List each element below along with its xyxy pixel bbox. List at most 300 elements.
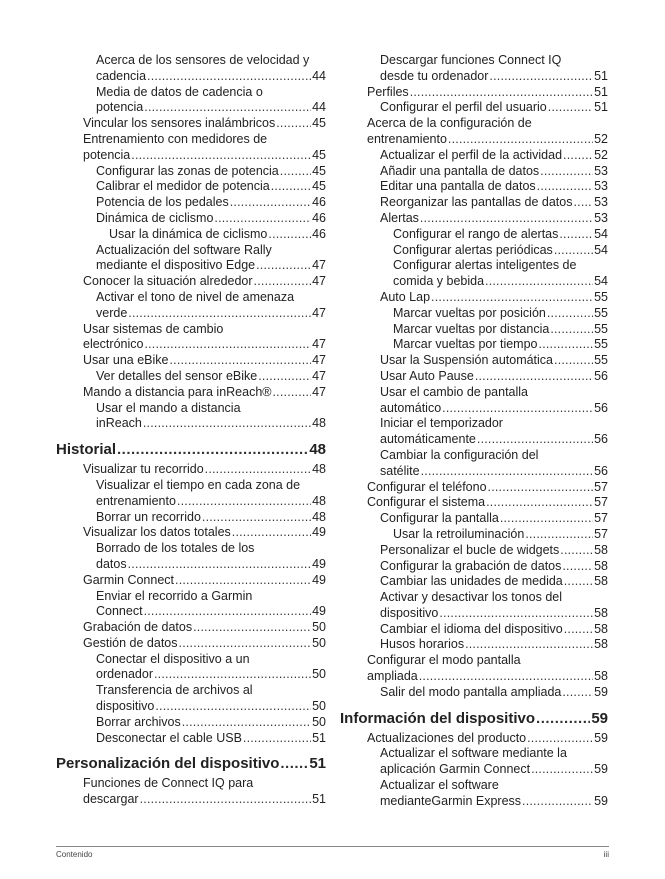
- toc-entry-text: Añadir una pantalla de datos: [380, 163, 540, 178]
- toc-entry-text: Actualizar el software: [380, 778, 499, 793]
- toc-page-number: 50: [312, 635, 326, 650]
- toc-page-number: 58: [594, 558, 608, 573]
- toc-entry-text: Reorganizar las pantallas de datos: [380, 195, 573, 210]
- dot-leader: [486, 495, 593, 511]
- toc-entry-text: Cambiar la configuración del: [380, 447, 539, 462]
- toc-entry-text: Desconectar el cable USB: [96, 730, 242, 745]
- toc-entry-text: Marcar vueltas por tiempo: [393, 337, 538, 352]
- dot-leader: [442, 401, 593, 417]
- toc-entry-text: mediante el dispositivo Edge: [96, 258, 256, 273]
- toc-entry[interactable]: [56, 322, 326, 354]
- toc-entry-text: Personalización del dispositivo: [56, 755, 280, 773]
- toc-entry[interactable]: [56, 274, 326, 290]
- toc-entry-text: Configurar el modo pantalla: [367, 653, 521, 668]
- toc-entry[interactable]: [340, 495, 608, 511]
- toc-page-number: 50: [312, 699, 326, 714]
- toc-entry[interactable]: [340, 480, 608, 496]
- toc-entry-text: Borrar un recorrido: [96, 509, 201, 524]
- toc-entry-text: Salir del modo pantalla ampliada: [380, 684, 562, 699]
- toc-page-number: 44: [312, 68, 326, 83]
- dot-leader: [531, 762, 593, 778]
- toc-entry-text: Acerca de la configuración de: [367, 116, 532, 131]
- toc-page-number: 54: [594, 226, 608, 241]
- dot-leader: [155, 699, 311, 715]
- toc-entry[interactable]: [56, 776, 326, 808]
- dot-leader: [485, 274, 593, 290]
- toc-entry[interactable]: [56, 636, 326, 652]
- dot-leader: [131, 148, 311, 164]
- toc-page-number: 48: [312, 462, 326, 477]
- dot-leader: [268, 227, 311, 243]
- toc-entry-text: cadencia: [96, 68, 147, 83]
- toc-entry[interactable]: [56, 132, 326, 164]
- toc-entry-text: Auto Lap: [380, 289, 431, 304]
- toc-entry-text: Usar sistemas de cambio: [83, 321, 224, 336]
- toc-entry[interactable]: [340, 385, 608, 417]
- toc-page-number: 51: [312, 730, 326, 745]
- toc-entry[interactable]: [340, 622, 608, 638]
- toc-entry-text: Funciones de Connect IQ para: [83, 776, 254, 791]
- toc-page-number: 45: [312, 147, 326, 162]
- toc-entry-text: verde: [96, 305, 128, 320]
- dot-leader: [254, 274, 312, 290]
- dot-leader: [564, 574, 593, 590]
- dot-leader: [205, 462, 311, 478]
- toc-entry-text: Usar Auto Pause: [380, 368, 474, 383]
- dot-leader: [179, 636, 312, 652]
- toc-page-number: 50: [312, 714, 326, 729]
- toc-page-number: 47: [312, 305, 326, 320]
- toc-page-number: 58: [594, 542, 608, 557]
- toc-entry[interactable]: [56, 164, 326, 180]
- toc-entry[interactable]: [340, 322, 608, 338]
- toc-entry[interactable]: [56, 353, 326, 369]
- toc-page-number: 59: [591, 709, 608, 727]
- dot-leader: [128, 557, 312, 573]
- toc-entry-text: Configurar el perfil del usuario: [380, 100, 547, 115]
- toc-entry-text: Visualizar tu recorrido: [83, 462, 204, 477]
- dot-leader: [193, 620, 311, 636]
- toc-entry[interactable]: [56, 85, 326, 117]
- toc-entry-text: Conocer la situación alrededor: [83, 274, 253, 289]
- toc-entry[interactable]: [56, 573, 326, 589]
- toc-entry-text: inReach: [96, 416, 142, 431]
- dot-leader: [144, 604, 312, 620]
- toc-entry-text: dispositivo: [380, 605, 439, 620]
- dot-leader: [243, 731, 311, 747]
- dot-leader: [128, 306, 311, 322]
- toc-entry[interactable]: [56, 369, 326, 385]
- toc-entry[interactable]: [340, 653, 608, 685]
- toc-page-number: 52: [594, 147, 608, 162]
- toc-section-heading[interactable]: [56, 440, 326, 459]
- dot-leader: [154, 667, 311, 683]
- toc-page-number: 57: [594, 511, 608, 526]
- toc-entry-text: Información del dispositivo: [340, 709, 536, 727]
- toc-entry-text: entrenamiento: [367, 131, 447, 146]
- toc-entry-text: Transferencia de archivos al: [96, 683, 253, 698]
- toc-entry-text: Dinámica de ciclismo: [96, 210, 214, 225]
- toc-entry-text: Gestión de datos: [83, 635, 178, 650]
- toc-entry-text: Ver detalles del sensor eBike: [96, 368, 258, 383]
- toc-page-number: 56: [594, 463, 608, 478]
- toc-page-number: 48: [312, 416, 326, 431]
- toc-entry[interactable]: [340, 637, 608, 653]
- dot-leader: [537, 179, 593, 195]
- toc-page-number: 47: [312, 274, 326, 289]
- toc-page-number: 58: [594, 574, 608, 589]
- toc-entry[interactable]: [340, 306, 608, 322]
- dot-leader: [419, 669, 593, 685]
- toc-entry[interactable]: [56, 116, 326, 132]
- toc-page-number: 55: [594, 305, 608, 320]
- toc-entry-text: Enviar el recorrido a Garmin: [96, 588, 253, 603]
- toc-entry[interactable]: [340, 511, 608, 527]
- dot-leader: [536, 709, 590, 728]
- toc-page-number: 45: [312, 116, 326, 131]
- footer-section: Contenido: [56, 850, 93, 859]
- dot-leader: [175, 573, 311, 589]
- toc-entry-text: Visualizar los datos totales: [83, 525, 231, 540]
- toc-entry[interactable]: [56, 589, 326, 621]
- toc-entry-text: Configurar el teléfono: [367, 479, 487, 494]
- toc-page-number: 59: [594, 793, 608, 808]
- dot-leader: [280, 164, 311, 180]
- page-footer: [56, 846, 609, 859]
- toc-page-number: 51: [594, 68, 608, 83]
- toc-entry-text: dispositivo: [96, 699, 155, 714]
- toc-right-column: [340, 53, 608, 810]
- toc-entry-text: Configurar alertas periódicas: [393, 242, 553, 257]
- toc-entry-text: Configurar la grabación de datos: [380, 558, 562, 573]
- dot-leader: [477, 432, 593, 448]
- toc-entry[interactable]: [340, 85, 608, 101]
- toc-entry[interactable]: [56, 179, 326, 195]
- toc-entry-text: Borrado de los totales de los: [96, 541, 255, 556]
- toc-page-number: 44: [312, 100, 326, 115]
- toc-page-number: 53: [594, 210, 608, 225]
- toc-entry[interactable]: [340, 258, 608, 290]
- toc-entry[interactable]: [340, 448, 608, 480]
- toc-page-number: 47: [312, 258, 326, 273]
- toc-page-number: 55: [594, 337, 608, 352]
- toc-entry[interactable]: [56, 211, 326, 227]
- toc-entry[interactable]: [56, 683, 326, 715]
- dot-leader: [550, 322, 593, 338]
- toc-page-number: 56: [594, 432, 608, 447]
- toc-section-heading[interactable]: [56, 754, 326, 773]
- toc-entry-text: Potencia de los pedales: [96, 195, 229, 210]
- toc-entry[interactable]: [340, 243, 608, 259]
- dot-leader: [539, 337, 594, 353]
- toc-entry[interactable]: [340, 53, 608, 85]
- toc-page-number: 58: [594, 637, 608, 652]
- toc-entry-text: Vincular los sensores inalámbricos: [83, 116, 276, 131]
- toc-entry-text: potencia: [83, 147, 131, 162]
- toc-entry[interactable]: [56, 652, 326, 684]
- dot-leader: [117, 440, 308, 459]
- toc-entry-text: Husos horarios: [380, 637, 465, 652]
- toc-page-number: 57: [594, 495, 608, 510]
- toc-entry-text: datos: [96, 556, 127, 571]
- dot-leader: [564, 622, 593, 638]
- toc-entry-text: Actualizaciones del producto: [367, 730, 527, 745]
- toc-page-number: 49: [312, 604, 326, 619]
- toc-entry[interactable]: [56, 53, 326, 85]
- toc-entry[interactable]: [56, 541, 326, 573]
- toc-entry[interactable]: [56, 243, 326, 275]
- dot-leader: [256, 258, 311, 274]
- toc-entry-text: Actualización del software Rally: [96, 242, 272, 257]
- toc-entry[interactable]: [340, 527, 608, 543]
- toc-page-number: 52: [594, 131, 608, 146]
- toc-page-number: 48: [312, 509, 326, 524]
- dot-leader: [573, 195, 593, 211]
- toc-entry[interactable]: [340, 574, 608, 590]
- toc-page-number: 49: [312, 572, 326, 587]
- dot-leader: [143, 416, 311, 432]
- toc-entry[interactable]: [56, 731, 326, 747]
- toc-entry[interactable]: [340, 116, 608, 148]
- toc-entry[interactable]: [340, 543, 608, 559]
- toc-page-number: 51: [594, 84, 608, 99]
- toc-page-number: 47: [312, 353, 326, 368]
- dot-leader: [214, 211, 311, 227]
- toc-entry[interactable]: [340, 590, 608, 622]
- toc-entry-text: Mando a distancia para inReach®: [83, 384, 272, 399]
- toc-entry-text: Usar una eBike: [83, 353, 169, 368]
- toc-entry-text: Activar el tono de nivel de amenaza: [96, 289, 295, 304]
- dot-leader: [560, 543, 593, 559]
- toc-entry-text: Connect: [96, 604, 143, 619]
- toc-entry-text: automático: [380, 400, 442, 415]
- toc-entry-text: automáticamente: [380, 432, 476, 447]
- toc-entry-text: ampliada: [367, 669, 418, 684]
- toc-entry[interactable]: [56, 478, 326, 510]
- toc-left-column: [56, 53, 326, 808]
- toc-entry-text: desde tu ordenador: [380, 68, 489, 83]
- dot-leader: [554, 353, 593, 369]
- toc-entry-text: Perfiles: [367, 84, 409, 99]
- toc-entry-text: Conectar el dispositivo a un: [96, 651, 250, 666]
- toc-entry-text: Cambiar el idioma del dispositivo: [380, 621, 563, 636]
- toc-entry-text: Calibrar el medidor de potencia: [96, 179, 270, 194]
- footer-page-number: iii: [603, 850, 609, 859]
- toc-page-number: 45: [312, 179, 326, 194]
- toc-page-number: 50: [312, 667, 326, 682]
- toc-entry[interactable]: [340, 778, 608, 810]
- dot-leader: [169, 353, 311, 369]
- toc-entry-text: Usar el mando a distancia: [96, 400, 241, 415]
- dot-leader: [559, 227, 593, 243]
- toc-page-number: 53: [594, 179, 608, 194]
- dot-leader: [144, 337, 311, 353]
- toc-entry-text: Configurar las zonas de potencia: [96, 163, 279, 178]
- toc-page-number: 54: [594, 274, 608, 289]
- toc-entry[interactable]: [340, 100, 608, 116]
- toc-entry-text: Marcar vueltas por distancia: [393, 321, 550, 336]
- toc-page-number: 45: [312, 163, 326, 178]
- toc-entry[interactable]: [56, 385, 326, 401]
- dot-leader: [522, 794, 593, 810]
- toc-page-number: 46: [312, 226, 326, 241]
- toc-entry-text: aplicación Garmin Connect: [380, 762, 531, 777]
- toc-page-number: 59: [594, 684, 608, 699]
- toc-entry[interactable]: [340, 148, 608, 164]
- toc-page-number: 58: [594, 621, 608, 636]
- toc-entry-text: Historial: [56, 441, 117, 459]
- toc-entry-text: Personalizar el bucle de widgets: [380, 542, 560, 557]
- toc-entry-text: Entrenamiento con medidores de: [83, 131, 268, 146]
- dot-leader: [448, 132, 593, 148]
- toc-entry[interactable]: [340, 195, 608, 211]
- toc-entry[interactable]: [56, 290, 326, 322]
- dot-leader: [489, 69, 593, 85]
- dot-leader: [140, 792, 312, 808]
- dot-leader: [202, 510, 311, 526]
- toc-entry-text: Grabación de datos: [83, 620, 193, 635]
- toc-entry-text: Media de datos de cadencia o: [96, 84, 263, 99]
- dot-leader: [488, 480, 594, 496]
- toc-page-number: 48: [309, 441, 326, 459]
- toc-page-number: 49: [312, 556, 326, 571]
- toc-entry-text: medianteGarmin Express: [380, 793, 522, 808]
- toc-page-number: 50: [312, 620, 326, 635]
- dot-leader: [465, 637, 593, 653]
- toc-entry[interactable]: [340, 179, 608, 195]
- toc-entry[interactable]: [56, 401, 326, 433]
- toc-page-number: 57: [594, 526, 608, 541]
- toc-entry-text: Visualizar el tiempo en cada zona de: [96, 477, 301, 492]
- toc-page-number: 59: [594, 762, 608, 777]
- toc-entry-text: Activar y desactivar los tonos del: [380, 590, 563, 605]
- toc-page-number: 47: [312, 384, 326, 399]
- dot-leader: [273, 385, 312, 401]
- toc-page-number: 47: [312, 368, 326, 383]
- toc-entry-text: Configurar el rango de alertas: [393, 226, 559, 241]
- dot-leader: [147, 69, 311, 85]
- toc-page-number: 55: [594, 289, 608, 304]
- toc-page-number: 51: [309, 755, 326, 773]
- toc-entry[interactable]: [340, 211, 608, 227]
- toc-page-number: 58: [594, 605, 608, 620]
- dot-leader: [540, 164, 593, 180]
- toc-entry[interactable]: [340, 164, 608, 180]
- toc-entry-text: Alertas: [380, 210, 419, 225]
- toc-entry-text: Usar la retroiluminación: [393, 526, 525, 541]
- dot-leader: [410, 85, 593, 101]
- toc-entry[interactable]: [340, 337, 608, 353]
- toc-entry-text: ordenador: [96, 667, 153, 682]
- dot-leader: [258, 369, 311, 385]
- toc-entry[interactable]: [56, 510, 326, 526]
- toc-section-heading[interactable]: [340, 709, 608, 728]
- toc-entry[interactable]: [340, 559, 608, 575]
- toc-entry-text: Garmin Connect: [83, 572, 175, 587]
- toc-entry-text: Acerca de los sensores de velocidad y: [96, 53, 310, 67]
- toc-entry-text: entrenamiento: [96, 493, 176, 508]
- dot-leader: [562, 559, 593, 575]
- dot-leader: [431, 290, 593, 306]
- toc-entry-text: descargar: [83, 792, 139, 807]
- dot-leader: [144, 100, 311, 116]
- dot-leader: [547, 306, 593, 322]
- toc-page-number: 59: [594, 730, 608, 745]
- toc-page-number: 46: [312, 210, 326, 225]
- toc-page-number: 48: [312, 493, 326, 508]
- toc-entry[interactable]: [340, 746, 608, 778]
- dot-leader: [280, 754, 308, 773]
- toc-entry-text: Descargar funciones Connect IQ: [380, 53, 562, 67]
- dot-leader: [525, 527, 593, 543]
- toc-entry-text: Configurar alertas inteligentes de: [393, 258, 577, 273]
- toc-entry[interactable]: [56, 227, 326, 243]
- toc-entry-text: Usar la dinámica de ciclismo: [109, 226, 268, 241]
- toc-page-number: 56: [594, 368, 608, 383]
- toc-page-number: 56: [594, 400, 608, 415]
- toc-entry-text: Actualizar el software mediante la: [380, 746, 567, 761]
- dot-leader: [271, 179, 311, 195]
- toc-entry[interactable]: [56, 620, 326, 636]
- toc-entry-text: Configurar el sistema: [367, 495, 486, 510]
- dot-leader: [475, 369, 593, 385]
- dot-leader: [230, 195, 311, 211]
- toc-page-number: 49: [312, 525, 326, 540]
- dot-leader: [276, 116, 311, 132]
- dot-leader: [548, 100, 593, 116]
- toc-entry[interactable]: [340, 290, 608, 306]
- dot-leader: [500, 511, 593, 527]
- toc-page-number: 46: [312, 195, 326, 210]
- toc-page-number: 55: [594, 353, 608, 368]
- toc-entry[interactable]: [56, 715, 326, 731]
- dot-leader: [527, 731, 593, 747]
- dot-leader: [232, 525, 311, 541]
- toc-entry-text: Cambiar las unidades de medida: [380, 574, 563, 589]
- toc-entry-text: Editar una pantalla de datos: [380, 179, 536, 194]
- toc-entry-text: potencia: [96, 100, 144, 115]
- dot-leader: [554, 243, 593, 259]
- toc-entry-text: Marcar vueltas por posición: [393, 305, 546, 320]
- toc-entry[interactable]: [340, 227, 608, 243]
- dot-leader: [439, 606, 593, 622]
- toc-page-number: 53: [594, 163, 608, 178]
- toc-page-number: 54: [594, 242, 608, 257]
- toc-page-number: 51: [312, 792, 326, 807]
- dot-leader: [562, 685, 593, 701]
- toc-entry[interactable]: [340, 369, 608, 385]
- toc-page-number: 58: [594, 669, 608, 684]
- toc-entry[interactable]: [340, 416, 608, 448]
- toc-entry[interactable]: [56, 195, 326, 211]
- dot-leader: [420, 211, 593, 227]
- dot-leader: [182, 715, 311, 731]
- toc-entry[interactable]: [56, 525, 326, 541]
- toc-page-number: 53: [594, 195, 608, 210]
- toc-page-number: 47: [312, 337, 326, 352]
- toc-entry[interactable]: [340, 685, 608, 701]
- toc-page-number: 57: [594, 479, 608, 494]
- toc-entry-text: Actualizar el perfil de la actividad: [380, 147, 563, 162]
- toc-entry-text: electrónico: [83, 337, 144, 352]
- toc-entry-text: Usar el cambio de pantalla: [380, 384, 528, 399]
- toc-entry[interactable]: [340, 731, 608, 747]
- toc-entry[interactable]: [56, 462, 326, 478]
- toc-entry-text: Usar la Suspensión automática: [380, 353, 554, 368]
- toc-entry[interactable]: [340, 353, 608, 369]
- dot-leader: [177, 494, 311, 510]
- toc-page-number: 55: [594, 321, 608, 336]
